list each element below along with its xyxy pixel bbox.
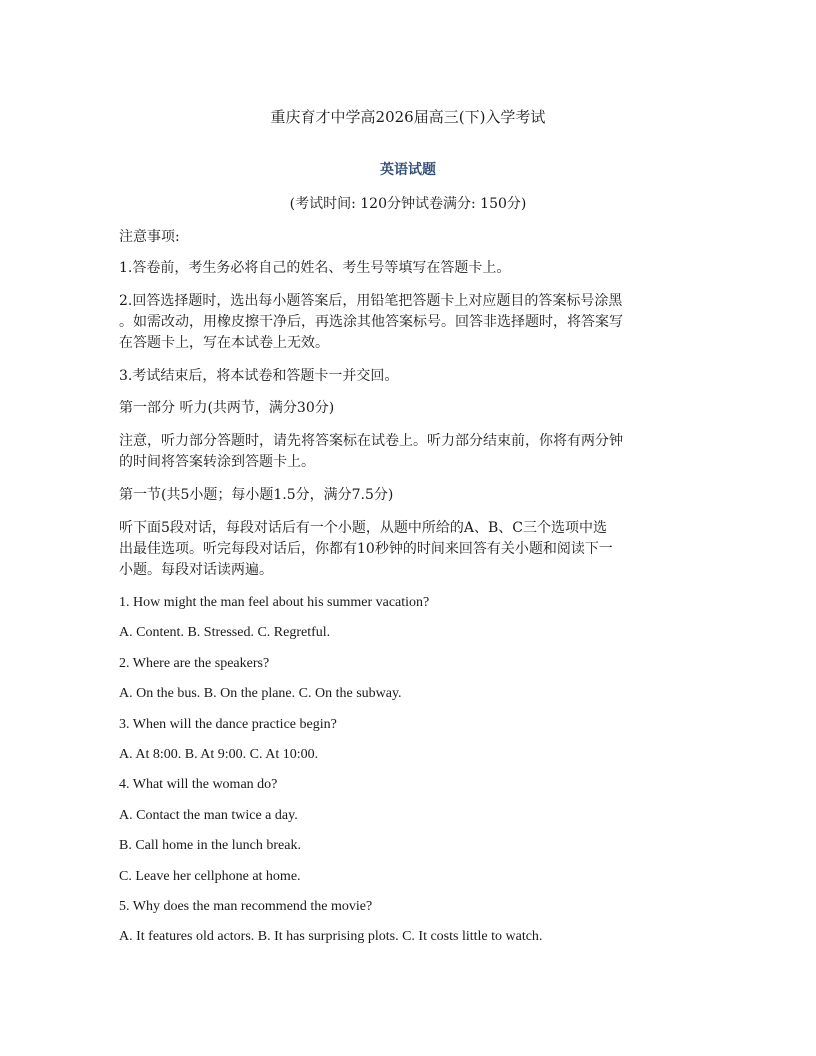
- section1-instructions: 听下面5段对话，每段对话后有一个小题，从题中所给的A、B、C三个选项中选: [119, 520, 608, 536]
- question-stem: 1. How might the man feel about his summer vacation?: [119, 595, 430, 610]
- question-stem: 3. When will the dance practice begin?: [119, 717, 337, 732]
- exam-info: (考试时间: 120分钟试卷满分: 150分): [289, 196, 527, 212]
- exam-title: 重庆育才中学高2026届高三(下)入学考试: [270, 108, 546, 126]
- question-stem: 5. Why does the man recommend the movie?: [119, 899, 373, 914]
- question-option: B. Call home in the lunch break.: [119, 838, 301, 853]
- question-stem: 2. Where are the speakers?: [119, 656, 270, 671]
- question-option: A. Contact the man twice a day.: [119, 808, 298, 823]
- section1-instructions: 出最佳选项。听完每段对话后，你都有10秒钟的时间来回答有关小题和阅读下一: [119, 541, 613, 557]
- part1-heading: 第一部分 听力(共两节，满分30分): [119, 400, 335, 416]
- section1-heading: 第一节(共5小题；每小题1.5分，满分7.5分): [119, 487, 394, 503]
- question-options: A. It features old actors. B. It has surprising plots. C. It costs little to watch.: [119, 929, 543, 944]
- note-item: 。如需改动，用橡皮擦干净后，再选涂其他答案标号。回答非选择题时，将答案写: [119, 314, 623, 330]
- note-item: 1.答卷前，考生务必将自己的姓名、考生号等填写在答题卡上。: [119, 260, 511, 276]
- question-options: A. Content. B. Stressed. C. Regretful.: [119, 625, 331, 640]
- part1-note: 注意，听力部分答题时，请先将答案标在试卷上。听力部分结束前，你将有两分钟: [119, 433, 623, 449]
- question-options: A. At 8:00. B. At 9:00. C. At 10:00.: [119, 747, 319, 762]
- question-options: A. On the bus. B. On the plane. C. On the subway.: [119, 686, 402, 701]
- note-item: 3.考试结束后，将本试卷和答题卡一并交回。: [119, 368, 399, 384]
- section1-instructions: 小题。每段对话读两遍。: [119, 562, 273, 578]
- part1-note: 的时间将答案转涂到答题卡上。: [119, 454, 315, 470]
- question-stem: 4. What will the woman do?: [119, 777, 278, 792]
- note-item: 2.回答选择题时，选出每小题答案后，用铅笔把答题卡上对应题目的答案标号涂黑: [119, 293, 623, 309]
- notes-heading: 注意事项:: [119, 229, 180, 245]
- question-option: C. Leave her cellphone at home.: [119, 869, 301, 884]
- note-item: 在答题卡上，写在本试卷上无效。: [119, 335, 329, 351]
- subject-title: 英语试题: [380, 162, 436, 178]
